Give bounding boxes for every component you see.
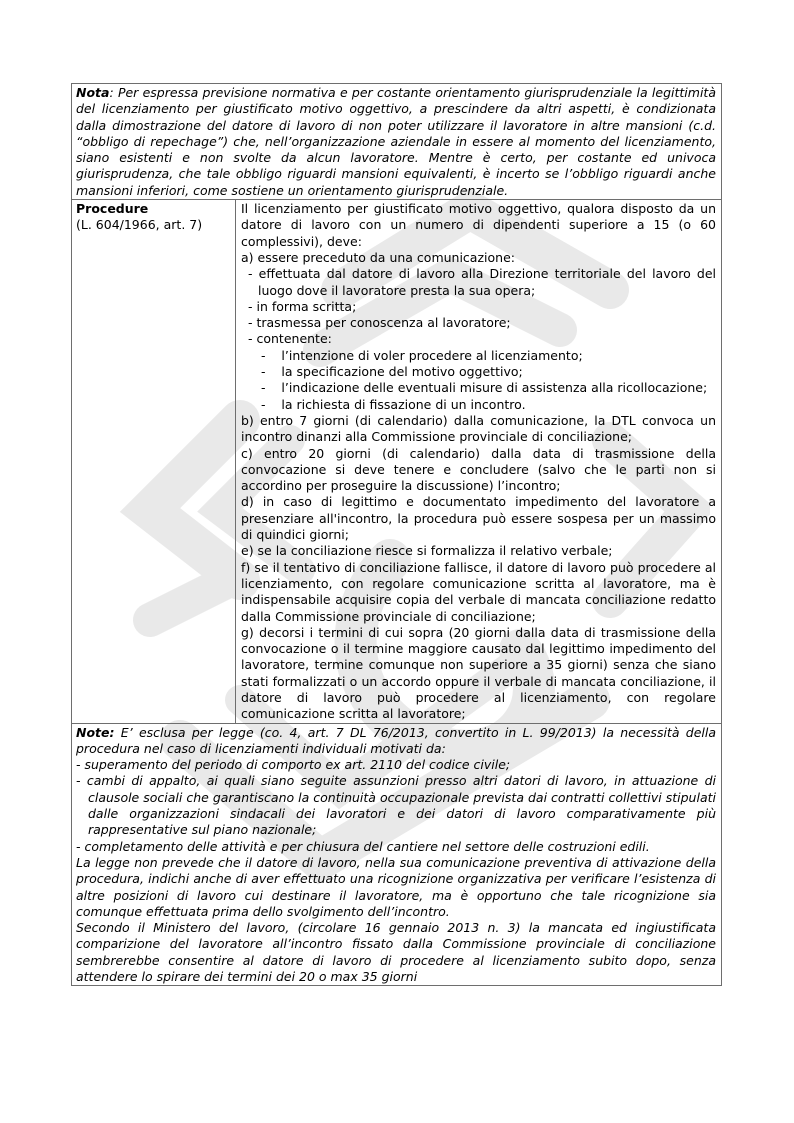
list-item: - completamento delle attività e per chiusura del cantiere nel settore delle costruzioni edili.	[76, 838, 650, 854]
document-table	[71, 83, 722, 986]
note-intro: E’ esclusa per legge (co. 4, art. 7 DL 76/2013, convertito in L. 99/2013) la necessità della procedura nel caso di licenziamenti individuali motivati da:	[76, 724, 716, 756]
procedure-step-f: f) se il tentativo di conciliazione fallisce, il datore di lavoro può procedere al licenziamento, con regolare comunicazione scritta al lavoratore, ma è indispensabile acquisire copia del verbale di mancata conciliazione redatto dalla Commissione provinciale di conciliazione;	[241, 559, 716, 624]
list-item: - la richiesta di fissazione di un incontro.	[261, 396, 526, 412]
procedure-row	[71, 199, 722, 723]
list-item: - effettuata dal datore di lavoro alla Direzione territoriale del lavoro del luogo dove il lavoratore presta la sua opera;	[248, 266, 716, 298]
note-box	[71, 723, 722, 987]
procedure-step-d: d) in caso di legittimo e documentato impedimento del lavoratore a presenziare all'incontro, la procedura può essere sospesa per un massimo di quindici giorni;	[241, 494, 716, 543]
procedure-step-c: c) entro 20 giorni (di calendario) dalla data di trasmissione della convocazione si deve tenere e concludere (salvo che le parti non si accordino per proseguire la discussione) l’incontro;	[241, 445, 716, 494]
nota-label: Nota	[76, 85, 110, 100]
list-item: - trasmessa per conoscenza al lavoratore;	[248, 315, 511, 331]
list-item: - contenente:	[248, 331, 332, 347]
list-item: - la specificazione del motivo oggettivo;	[261, 364, 523, 380]
procedure-title: Procedure	[76, 201, 149, 217]
nota-box	[71, 83, 722, 199]
list-item: - l’intenzione di voler procedere al licenziamento;	[261, 347, 583, 363]
note-paragraph-3: Secondo il Ministero del lavoro, (circolare 16 gennaio 2013 n. 3) la mancata ed ingiustificata comparizione del lavoratore all’incontro fissato dalla Commissione provinciale di conciliazione sembrerebbe consentire al datore di lavoro di procedere al licenziamento subito dopo, senza attendere lo spirare dei termini dei 20 o max 35 giorni	[76, 920, 716, 985]
list-item: - in forma scritta;	[248, 298, 357, 314]
procedure-intro: Il licenziamento per giustificato motivo oggettivo, qualora disposto da un datore di lavoro con un numero di dipendenti superiore a 15 (o 60 complessivi), deve:	[241, 201, 716, 249]
procedure-label-cell	[72, 200, 236, 723]
nota-text: : Per espressa previsione normativa e per costante orientamento giurisprudenziale la legittimità del licenziamento per giustificato motivo oggettivo, a prescindere da altri aspetti, è condizionata dalla dimostrazione del datore di lavoro di non poter utilizzare il lavoratore in altre mansioni (c.d. “obbligo di repechage”) che, nell’organizzazione aziendale in essere al momento del licenziamento, siano esistenti e non svolte da alcun lavoratore. Mentre è certo, per costante ed univoca giurisprudenza, che tale obbligo riguardi mansioni equivalenti, è incerto se l’obbligo riguardi anche mansioni inferiori, come sostiene un orientamento giurisprudenziale.	[76, 85, 716, 198]
procedure-step-e: e) se la conciliazione riesce si formalizza il relativo verbale;	[241, 543, 613, 559]
note-label: Note:	[76, 724, 115, 740]
note-paragraph-2: La legge non prevede che il datore di lavoro, nella sua comunicazione preventiva di attivazione della procedura, indichi anche di aver effettuato una ricognizione organizzativa per verificare l’esistenza di altre posizioni di lavoro cui destinare il lavoratore, ma è opportuno che tale ricognizione sia comunque effettuata prima dello svolgimento dell’incontro.	[76, 854, 716, 919]
list-item: - superamento del periodo di comporto ex art. 2110 del codice civile;	[76, 757, 511, 773]
procedure-content-cell	[236, 200, 721, 723]
list-item: - cambi di appalto, ai quali siano seguite assunzioni presso altri datori di lavoro, in attuazione di clausole sociali che garantiscano la continuità occupazionale prevista dai contratti collettivi stipulati dalle organizzazioni sindacali dei lavoratori e dei datori di lavoro comparativamente più rappresentative sul piano nazionale;	[76, 773, 716, 838]
list-item: - l’indicazione delle eventuali misure di assistenza alla ricollocazione;	[261, 380, 708, 396]
procedure-step-g: g) decorsi i termini di cui sopra (20 giorni dalla data di trasmissione della convocazione o il termine maggiore causato dal legittimo impedimento del lavoratore, termine comunque non superiore a 35 giorni) senza che siano stati formalizzati o un accordo oppure il verbale di mancata conciliazione, il datore di lavoro può procedere al licenziamento, con regolare comunicazione scritta al lavoratore;	[241, 624, 716, 722]
procedure-step-a: a) essere preceduto da una comunicazione:	[241, 249, 515, 265]
procedure-step-b: b) entro 7 giorni (di calendario) dalla comunicazione, la DTL convoca un incontro dinanzi alla Commissione provinciale di conciliazione;	[241, 412, 716, 445]
procedure-reference: (L. 604/1966, art. 7)	[76, 217, 203, 233]
